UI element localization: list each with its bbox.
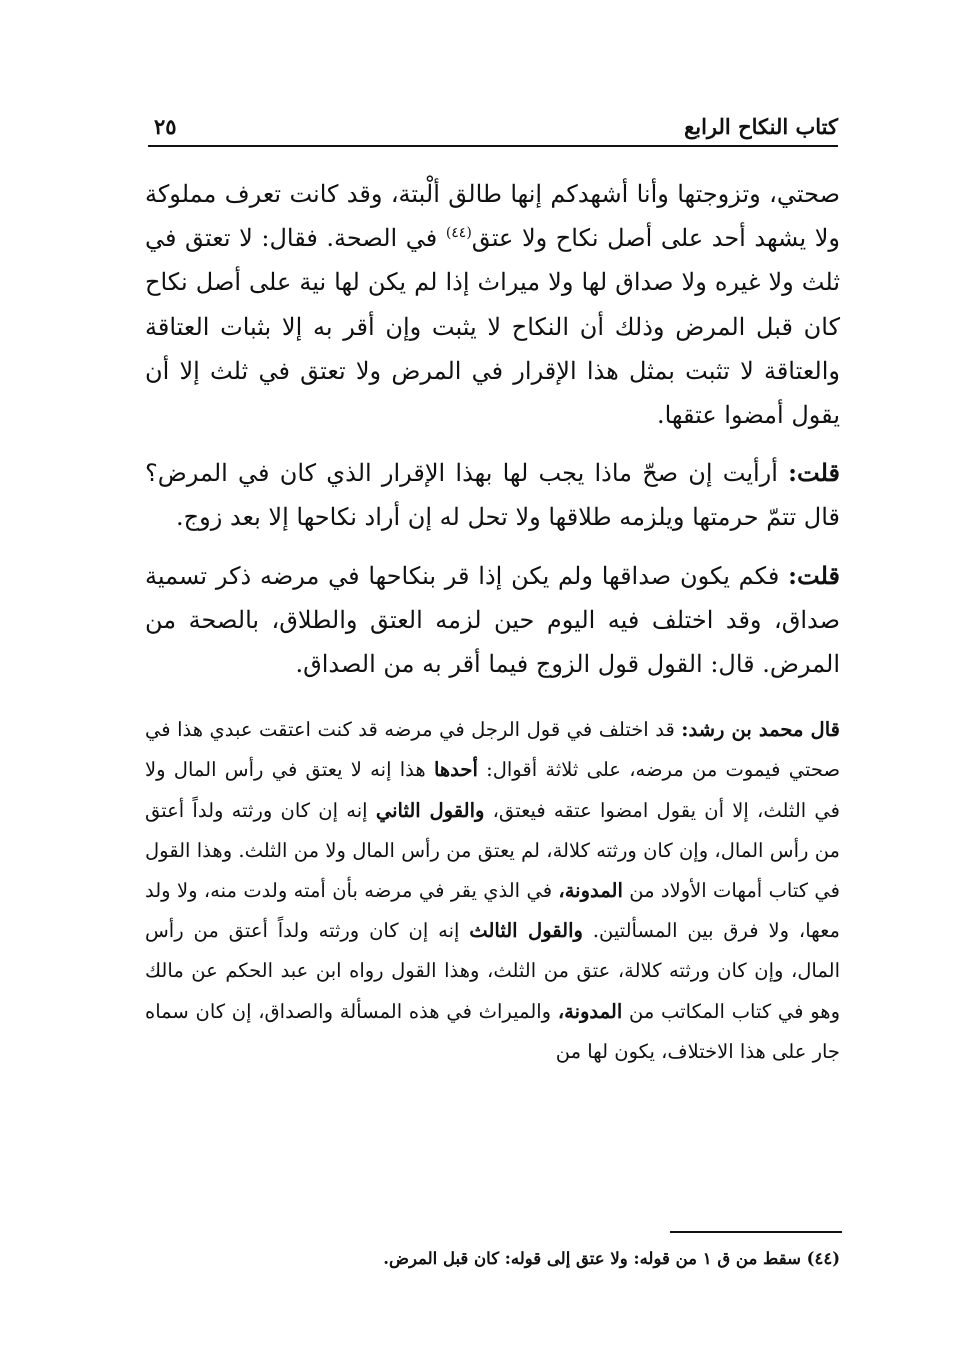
commentary-bold-5: المدونة، [557,999,623,1023]
paragraph-2 [145,451,840,539]
running-title: كتاب النكاح الرابع [684,114,838,139]
paragraph-2-lead: قلت: [788,458,840,488]
commentary-bold-3: المدونة، [558,879,623,903]
footnote: (٤٤) سقط من ق ١ من قوله: ولا عتق إلى قوله: كان قبل المرض. [383,1249,840,1268]
commentary-text-6: والميراث في هذه المسألة والصداق، إن كان سماه جار على هذا الاختلاف، يكون لها من [145,999,840,1063]
paragraph-1-text-a: صحتي، وتزوجتها وأنا أشهدكم إنها طالق ألْبتة، وقد كانت تعرف مملوكة ولا يشهد أحد على أصل نكاح ولا عتق [145,180,840,253]
body-text [145,172,840,1072]
commentary [145,710,840,1072]
header-rule [148,145,838,147]
page-number: ٢٥ [154,114,177,139]
main-text [145,172,840,686]
commentary-text-2: هذا إنه لا يعتق في رأس المال ولا في الثلث، إلا أن يقول امضوا عتقه فيعتق، [145,758,840,822]
commentary-text-4: في الذي يقر في مرضه بأن أمته ولدت منه، ولا ولد معها، ولا فرق بين المسألتين. [145,879,840,943]
paragraph-3 [145,554,840,687]
commentary-text-5: إنه إن كان ورثته ولداً أعتق من رأس المال، وإن كان ورثته كلالة، عتق من الثلث، وهذا القول رواه ابن عبد الحكم عن مالك وهو في كتاب المكاتب من [145,919,840,1023]
commentary-text-3: إنه إن كان ورثته ولداً أعتق من رأس المال، وإن كان ورثته كلالة، لم يعتق من رأس المال ولا من الثلث. وهذا القول في كتاب أمهات الأولاد من [145,798,840,903]
page-header [148,110,838,144]
footnote-reference: (٤٤) [445,225,472,242]
paragraph-3-text: فكم يكون صداقها ولم يكن إذا قر بنكاحها في مرضه ذكر تسمية صداق، وقد اختلف فيه اليوم حين لزمه العتق والطلاق، بالصحة من المرض. قال: القول قول الزوج فيما أقر به من الصداق. [145,561,840,679]
commentary-bold-4: والقول الثالث [469,919,583,943]
paragraph-1-text-b: في الصحة. فقال: لا تعتق في ثلث ولا غيره ولا صداق لها ولا ميراث إذا لم يكن لها نية على أصل نكاح كان قبل المرض وذلك أن النكاح لا يثبت وإن أقر به إلا بثبات العتاقة والعتاقة لا تثبت بمثل هذا الإقرار في المرض ولا تعتق في ثلث إلا أن يقول أمضوا عتقها. [145,224,840,430]
commentary-lead: قال محمد بن رشد: [681,718,840,742]
paragraph-2-text: أرأيت إن صحّ ماذا يجب لها بهذا الإقرار الذي كان في المرض؟ قال تتمّ حرمتها ويلزمه طلاقها ولا تحل له إن أراد نكاحها إلا بعد زوج. [145,459,840,532]
commentary-bold-2: والقول الثاني [375,798,485,822]
commentary-bold-1: أحدها [433,758,478,782]
footnote-rule [670,1231,842,1233]
paragraph-3-lead: قلت: [788,560,840,590]
commentary-text-1: قد اختلف في قول الرجل في مرضه قد كنت اعتقت عبدي هذا في صحتي فيموت من مرضه، على ثلاثة أقوال: [145,718,840,782]
commentary-paragraph [145,710,840,1072]
paragraph-1 [145,172,840,437]
